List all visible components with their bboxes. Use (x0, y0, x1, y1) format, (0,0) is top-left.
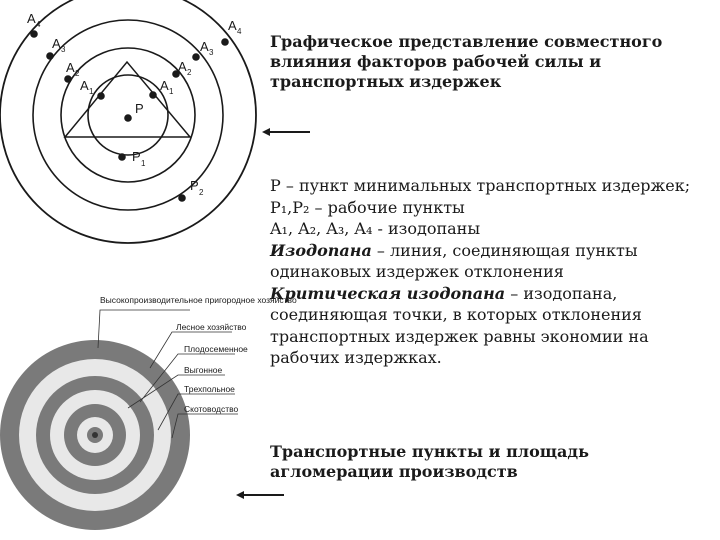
point-a1-left-sub: 1 (89, 87, 94, 96)
title-agglomeration: Транспортные пункты и площадь агломерации производств (270, 442, 589, 481)
point-a3-right-label: A (200, 39, 209, 54)
desc-p: P – пункт минимальных транспортных издержек; (270, 176, 691, 195)
legend-item-three-field: Трехпольное (184, 384, 235, 394)
point-a2-left-label: A (66, 60, 75, 75)
desc-critical (270, 283, 710, 369)
point-p1-label: P (132, 149, 141, 164)
point-a4-right-dot (221, 38, 229, 46)
point-p2-label: P (190, 178, 199, 193)
legend-item-livestock: Скотоводство (184, 404, 239, 414)
legend-item-forest: Лесное хозяйство (176, 322, 247, 332)
point-p-label: P (135, 101, 144, 116)
point-a3-left-sub: 3 (61, 45, 66, 54)
point-a2-right-label: A (178, 59, 187, 74)
point-a3-left-dot (46, 52, 54, 60)
title-isodopane: Графическое представление совместного влияния факторов рабочей силы и транспортных издержек (270, 32, 663, 91)
isodopane-diagram (0, 0, 262, 222)
point-p-dot (124, 114, 132, 122)
isodopana-definition: – линия, соединяющая пункты одинаковых издержек отклонения (270, 240, 638, 281)
point-a1-left-dot (97, 92, 105, 100)
point-a2-left-sub: 2 (75, 69, 80, 78)
desc-isodopana (270, 240, 710, 283)
point-a2-right-sub: 2 (187, 68, 192, 77)
center-dot (92, 432, 98, 438)
legend-item-pasture: Выгонное (184, 365, 223, 375)
point-a3-right-sub: 3 (209, 48, 214, 57)
point-a1-right-sub: 1 (169, 87, 174, 96)
point-a1-right-dot (149, 91, 157, 99)
arrow-left-icon (262, 126, 312, 138)
point-a4-right-label: A (228, 18, 237, 33)
point-p1-dot (118, 153, 126, 161)
desc-a: A₁, A₂, A₃, A₄ - изодопаны (270, 219, 481, 238)
point-a1-left-label: A (80, 78, 89, 93)
point-a1-right-label: A (160, 78, 169, 93)
location-triangle (65, 62, 190, 137)
point-a2-left-dot (64, 75, 72, 83)
legend-description (270, 175, 710, 369)
point-p1-sub: 1 (141, 159, 146, 168)
point-a3-right-dot (192, 53, 200, 61)
critical-term: Критическая изодопана (270, 283, 506, 303)
point-a4-left-label: A (27, 11, 36, 26)
desc-p1-p2: P₁,P₂ – рабочие пункты (270, 197, 465, 217)
point-a3-left-label: A (52, 36, 61, 51)
legend-title-line: Высокопроизводительное пригородное хозяйство (100, 295, 297, 305)
arrow-left-icon-2 (236, 489, 286, 501)
point-p2-sub: 2 (199, 188, 204, 197)
point-a4-left-sub: 4 (36, 20, 41, 29)
point-a4-right-sub: 4 (237, 27, 242, 36)
legend-item-crop: Плодосеменное (184, 344, 248, 354)
isodopana-term: Изодопана (270, 240, 372, 260)
point-p2-dot (178, 194, 186, 202)
point-a4-left-dot (30, 30, 38, 38)
critical-definition: – изодопана, соединяющая точки, в которых отклонения транспортных издержек равны экономии на рабочих издержках. (270, 283, 649, 367)
thunen-rings-diagram (0, 290, 297, 540)
